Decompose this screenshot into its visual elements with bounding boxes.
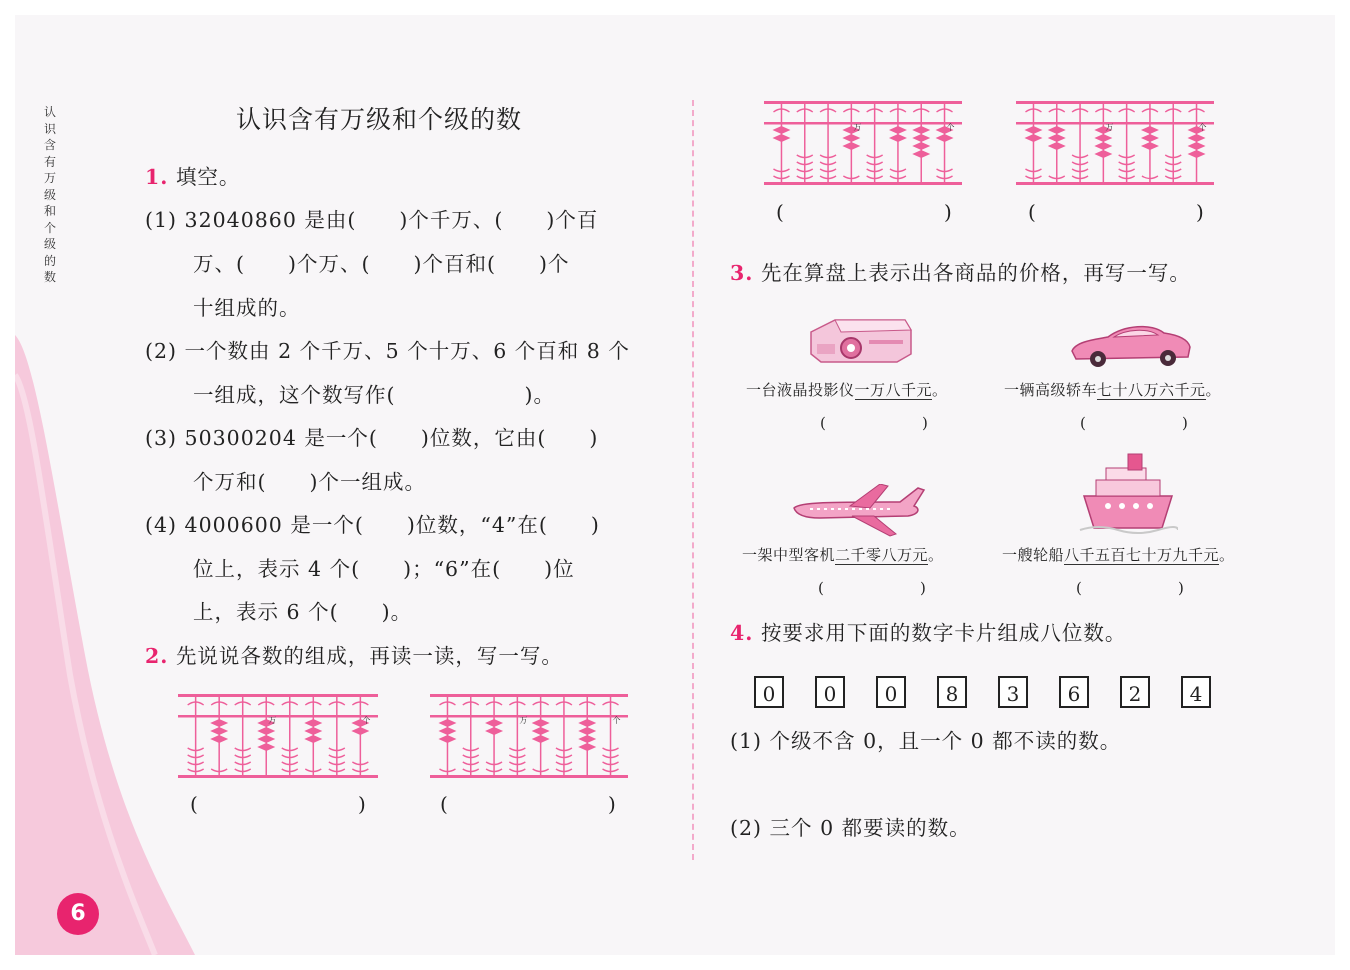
abacus-bead-active bbox=[1094, 150, 1112, 158]
q1-line-6: (3) 50300204 是一个( )位数，它由( ) bbox=[145, 426, 599, 450]
abacus-bead-active bbox=[532, 719, 550, 727]
abacus-bead-active bbox=[1141, 142, 1159, 150]
abacus-bead-active bbox=[304, 727, 322, 735]
abacus-bead-active bbox=[257, 727, 275, 735]
product-caption bbox=[746, 379, 948, 400]
q4-heading bbox=[730, 616, 1126, 646]
abacus-frame-top bbox=[764, 101, 962, 104]
abacus-bead-active bbox=[304, 735, 322, 743]
abacus-bead-active bbox=[889, 126, 907, 134]
abacus-bead-active bbox=[842, 134, 860, 142]
answer-paren-close: ) bbox=[1196, 200, 1204, 224]
q2-text: 先说说各数的组成，再读一读，写一写。 bbox=[175, 644, 563, 668]
answer-paren-close: ) bbox=[922, 414, 928, 432]
abacus-frame-bottom bbox=[178, 775, 378, 778]
abacus-bead-active bbox=[1094, 142, 1112, 150]
answer-paren-open: ( bbox=[1076, 579, 1082, 597]
caption-end: 。 bbox=[1205, 381, 1222, 399]
abacus-bead-active bbox=[304, 719, 322, 727]
abacus-bead-active bbox=[912, 126, 930, 134]
answer-paren-close: ) bbox=[608, 792, 616, 816]
answer-paren-close: ) bbox=[920, 579, 926, 597]
answer-paren-close: ) bbox=[358, 792, 366, 816]
abacus-bead-active bbox=[936, 134, 954, 142]
answer-paren-open: ( bbox=[190, 792, 198, 816]
abacus-label-ge: 个 bbox=[946, 123, 955, 132]
answer-paren-close: ) bbox=[944, 200, 952, 224]
abacus-label-wan: 万 bbox=[519, 716, 528, 725]
answer-paren-open: ( bbox=[820, 414, 826, 432]
abacus-frame-bottom bbox=[430, 775, 628, 778]
abacus bbox=[178, 693, 378, 779]
abacus-bead-active bbox=[1094, 134, 1112, 142]
abacus-label-wan: 万 bbox=[1105, 123, 1114, 132]
digit-card: 2 bbox=[1120, 676, 1150, 708]
abacus-bead-active bbox=[772, 126, 790, 134]
side-title: 认识含有万级和个级的数 bbox=[43, 105, 56, 284]
q3-heading bbox=[730, 256, 1191, 286]
abacus-frame-bottom bbox=[1016, 182, 1214, 185]
car-image bbox=[1068, 317, 1194, 369]
digit-card: 0 bbox=[815, 676, 845, 708]
q4-sub-1: (1) 个级不含 0，且一个 0 都不读的数。 bbox=[730, 729, 1122, 753]
abacus-label-wan: 万 bbox=[853, 123, 862, 132]
answer-paren-open: ( bbox=[1028, 200, 1036, 224]
answer-paren-open: ( bbox=[1080, 414, 1086, 432]
q1-line-8: (4) 4000600 是一个( )位数，“4”在( ) bbox=[145, 513, 600, 537]
abacus-bead-active bbox=[912, 142, 930, 150]
caption-text: 一台液晶投影仪 bbox=[746, 381, 855, 399]
abacus-beam bbox=[1016, 122, 1214, 125]
abacus-bead-active bbox=[578, 743, 596, 751]
caption-price: 二千零八万元 bbox=[835, 546, 929, 564]
abacus-label-ge: 个 bbox=[612, 716, 621, 725]
abacus-bead-active bbox=[1048, 134, 1066, 142]
abacus-bead-active bbox=[842, 142, 860, 150]
abacus-bead-active bbox=[578, 735, 596, 743]
caption-price: 七十八万六千元 bbox=[1097, 381, 1206, 399]
q1-number: 1. bbox=[145, 165, 169, 189]
abacus-bead-active bbox=[485, 727, 503, 735]
q4-text: 按要求用下面的数字卡片组成八位数。 bbox=[760, 621, 1127, 645]
abacus-bead-active bbox=[438, 735, 456, 743]
projector-image bbox=[805, 310, 915, 368]
abacus-frame-top bbox=[178, 694, 378, 697]
abacus-bead-active bbox=[532, 727, 550, 735]
abacus-bead-active bbox=[1024, 126, 1042, 134]
abacus-label-ge: 个 bbox=[1198, 123, 1207, 132]
answer-paren-open: ( bbox=[776, 200, 784, 224]
abacus-beam bbox=[178, 715, 378, 718]
q3-number: 3. bbox=[730, 261, 754, 285]
abacus-bead-active bbox=[210, 727, 228, 735]
ship-image bbox=[1078, 450, 1178, 534]
product-caption bbox=[1002, 544, 1235, 565]
abacus-bead-active bbox=[1048, 142, 1066, 150]
abacus bbox=[430, 693, 628, 779]
airplane-image bbox=[790, 484, 930, 540]
digit-card: 0 bbox=[754, 676, 784, 708]
product-caption bbox=[742, 544, 944, 565]
abacus-bead-active bbox=[1024, 134, 1042, 142]
q1-line-9: 位上，表示 4 个( )；“6”在( )位 bbox=[193, 557, 575, 581]
abacus-bead-active bbox=[1188, 142, 1206, 150]
q1-line-3: 十组成的。 bbox=[193, 296, 301, 320]
digit-card: 0 bbox=[876, 676, 906, 708]
q1-heading bbox=[145, 160, 240, 190]
abacus-bead-active bbox=[1141, 134, 1159, 142]
caption-price: 一万八千元 bbox=[854, 381, 933, 399]
answer-paren-open: ( bbox=[440, 792, 448, 816]
answer-paren-open: ( bbox=[818, 579, 824, 597]
caption-price: 八千五百七十万九千元 bbox=[1064, 546, 1220, 564]
q4-number: 4. bbox=[730, 621, 754, 645]
q1-line-4: (2) 一个数由 2 个千万、5 个十万、6 个百和 8 个 bbox=[145, 339, 630, 363]
column-divider bbox=[692, 100, 694, 860]
abacus-bead-active bbox=[912, 150, 930, 158]
abacus-bead-active bbox=[485, 719, 503, 727]
abacus-label-ge: 个 bbox=[362, 716, 371, 725]
abacus-bead-active bbox=[1048, 126, 1066, 134]
abacus-bead-active bbox=[351, 727, 369, 735]
abacus-bead-active bbox=[438, 719, 456, 727]
answer-paren-close: ) bbox=[1178, 579, 1184, 597]
page-title: 认识含有万级和个级的数 bbox=[236, 105, 523, 134]
abacus-bead-active bbox=[772, 134, 790, 142]
caption-end: 。 bbox=[932, 381, 948, 399]
abacus-frame-bottom bbox=[764, 182, 962, 185]
digit-card: 3 bbox=[998, 676, 1028, 708]
q4-sub-2: (2) 三个 0 都要读的数。 bbox=[730, 816, 971, 840]
abacus-bead-active bbox=[438, 727, 456, 735]
abacus-bead-active bbox=[578, 719, 596, 727]
abacus-bead-active bbox=[532, 735, 550, 743]
caption-text: 一艘轮船 bbox=[1002, 546, 1065, 564]
abacus-beam bbox=[764, 122, 962, 125]
abacus-bead-active bbox=[257, 735, 275, 743]
digit-card: 8 bbox=[937, 676, 967, 708]
q1-line-7: 个万和( )个一组成。 bbox=[193, 470, 426, 494]
digit-card: 6 bbox=[1059, 676, 1089, 708]
abacus-bead-active bbox=[1188, 150, 1206, 158]
abacus-label-wan: 万 bbox=[268, 716, 277, 725]
answer-paren-close: ) bbox=[1182, 414, 1188, 432]
abacus-bead-active bbox=[257, 743, 275, 751]
abacus-bead-active bbox=[210, 735, 228, 743]
caption-end: 。 bbox=[1219, 546, 1235, 564]
q1-label: 填空。 bbox=[175, 165, 241, 189]
caption-text: 一架中型客机 bbox=[742, 546, 836, 564]
caption-end: 。 bbox=[928, 546, 944, 564]
q1-line-10: 上，表示 6 个( )。 bbox=[193, 600, 413, 624]
q1-line-2: 万、( )个万、( )个百和( )个 bbox=[193, 252, 570, 276]
q1-line-1: (1) 32040860 是由( )个千万、( )个百 bbox=[145, 208, 599, 232]
abacus-bead-active bbox=[1188, 134, 1206, 142]
digit-card: 4 bbox=[1181, 676, 1211, 708]
abacus-beam bbox=[430, 715, 628, 718]
product-caption bbox=[1004, 379, 1221, 400]
q3-text: 先在算盘上表示出各商品的价格，再写一写。 bbox=[760, 261, 1191, 285]
q2-heading bbox=[145, 639, 563, 669]
abacus-bead-active bbox=[912, 134, 930, 142]
abacus bbox=[1016, 100, 1214, 186]
abacus-bead-active bbox=[1141, 126, 1159, 134]
q2-number: 2. bbox=[145, 644, 169, 668]
abacus-frame-top bbox=[430, 694, 628, 697]
page-number: 6 bbox=[57, 893, 99, 935]
caption-text: 一辆高级轿车 bbox=[1004, 381, 1098, 399]
abacus bbox=[764, 100, 962, 186]
abacus-bead-active bbox=[889, 134, 907, 142]
abacus-frame-top bbox=[1016, 101, 1214, 104]
abacus-bead-active bbox=[578, 727, 596, 735]
abacus-bead-active bbox=[210, 719, 228, 727]
q1-line-5: 一组成，这个数写作( )。 bbox=[193, 383, 555, 407]
